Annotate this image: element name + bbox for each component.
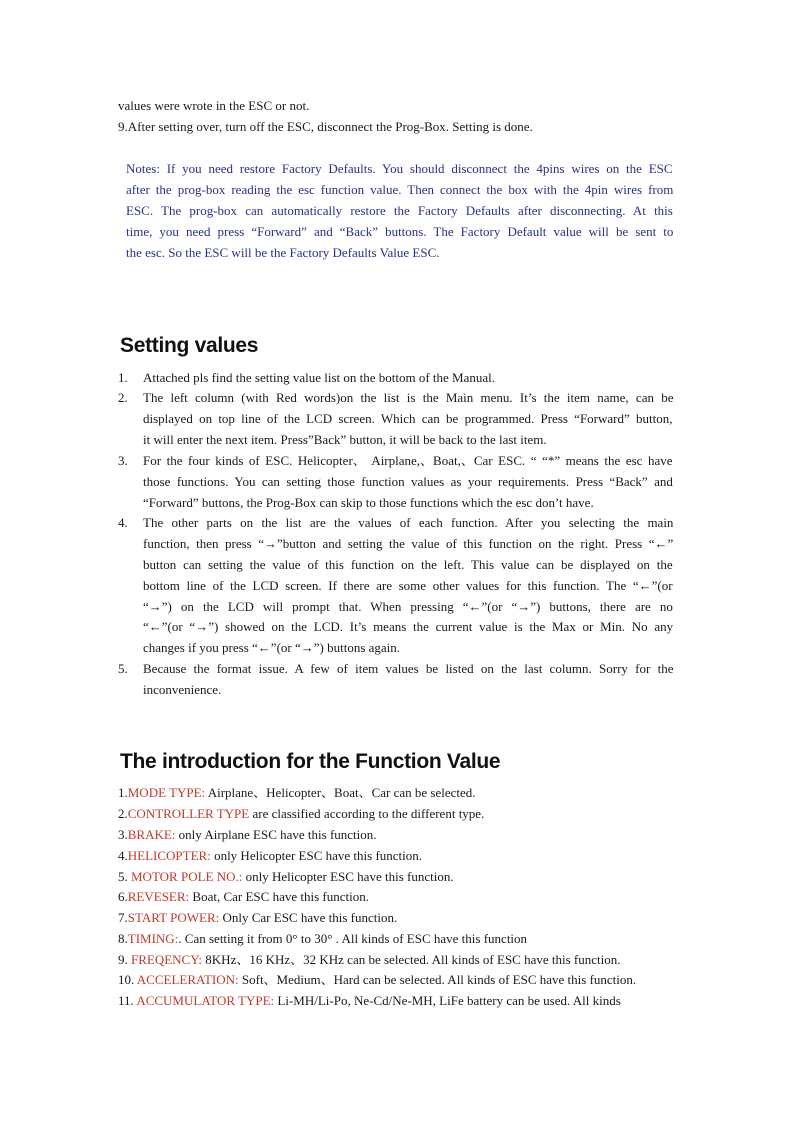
function-item-number: 11.	[118, 993, 137, 1008]
function-item	[118, 972, 636, 988]
function-description: 8KHz、16 KHz、32 KHz can be selected. All kinds of ESC have this function.	[202, 952, 621, 967]
function-item-number: 8.	[118, 931, 128, 946]
notes-line: after the prog-box reading the esc function value. Then connect the box with the 4pin wires from	[126, 182, 674, 197]
function-item-number: 10.	[118, 972, 137, 987]
function-term: CONTROLLER TYPE	[127, 806, 250, 821]
setting-item-line: bottom line of the LCD screen. If there are some other values for this function. The “←”(or	[143, 578, 673, 593]
setting-item-line: button can setting the value of this function on the left. This value can be displayed on the	[143, 557, 673, 572]
function-item-number: 2.	[118, 806, 128, 821]
function-description: Only Car ESC have this function.	[219, 910, 398, 925]
function-item-number: 9.	[118, 952, 131, 967]
function-item	[118, 827, 377, 843]
function-term: START POWER:	[127, 910, 220, 925]
function-item-number: 4.	[118, 848, 128, 863]
function-term: BRAKE:	[127, 827, 176, 842]
function-description: Soft、Medium、Hard can be selected. All kinds of ESC have this function.	[238, 972, 637, 987]
notes-line: the esc. So the ESC will be the Factory Defaults Value ESC.	[126, 245, 440, 260]
function-item-number: 5.	[118, 869, 131, 884]
function-term: ACCUMULATOR TYPE:	[136, 993, 275, 1008]
function-term: FREQENCY:	[131, 952, 203, 967]
setting-item-line: function, then press “→”button and setting the value of this function on the right. Press “←”	[143, 536, 674, 551]
function-term: MOTOR POLE NO.:	[131, 869, 243, 884]
function-description: only Airplane ESC have this function.	[175, 827, 377, 842]
function-value-heading: The introduction for the Function Value	[120, 750, 501, 773]
notes-line: ESC. The prog-box can automatically restore the Factory Defaults after disconnecting. At this	[126, 203, 673, 218]
function-item	[118, 869, 454, 885]
function-item	[118, 806, 484, 822]
setting-item-line: For the four kinds of ESC. Helicopter、 Airplane,、Boat,、Car ESC. “ “*” means the esc have	[143, 453, 673, 468]
setting-item-number: 3.	[118, 453, 128, 468]
setting-item-line: “Forward” buttons, the Prog-Box can skip to those functions which the esc don’t have.	[143, 495, 594, 510]
setting-item-line: Because the format issue. A few of item values be listed on the last column. Sorry for the	[143, 661, 674, 676]
function-description: only Helicopter ESC have this function.	[242, 869, 454, 884]
setting-item-number: 4.	[118, 515, 128, 530]
function-item-number: 3.	[118, 827, 128, 842]
setting-item-line: those functions. You can setting those function values as your requirements. Press “Back” and	[143, 474, 673, 489]
setting-item-line: inconvenience.	[143, 682, 222, 697]
function-term: TIMING:	[127, 931, 179, 946]
setting-item-line: The other parts on the list are the values of each function. After you selecting the main	[143, 515, 674, 530]
top-line-1: values were wrote in the ESC or not.	[118, 98, 310, 113]
setting-item-number: 5.	[118, 661, 128, 676]
notes-line: time, you need press “Forward” and “Back” buttons. The Factory Default value will be sent to	[126, 224, 674, 239]
function-term: MODE TYPE:	[127, 785, 206, 800]
function-item	[118, 952, 621, 968]
function-description: Li-MH/Li-Po, Ne-Cd/Ne-MH, LiFe battery can be used. All kinds	[274, 993, 621, 1008]
notes-line: Notes: If you need restore Factory Defaults. You should disconnect the 4pins wires on the ESC	[126, 161, 673, 176]
function-term: REVESER:	[127, 889, 190, 904]
function-item	[118, 931, 527, 947]
function-description: Airplane、Helicopter、Boat、Car can be selected.	[205, 785, 476, 800]
function-description: Boat, Car ESC have this function.	[189, 889, 369, 904]
function-item	[118, 910, 397, 926]
top-line-2: 9.After setting over, turn off the ESC, disconnect the Prog-Box. Setting is done.	[118, 119, 533, 134]
setting-item-line: “→”) on the LCD will prompt that. When pressing “←”(or “→”) buttons, there are no	[143, 599, 673, 614]
function-description: . Can setting it from 0° to 30° . All kinds of ESC have this function	[178, 931, 528, 946]
setting-item-line: changes if you press “←”(or “→”) buttons again.	[143, 640, 401, 655]
function-item	[118, 889, 369, 905]
function-item	[118, 848, 422, 864]
setting-item-line: displayed on top line of the LCD screen. Which can be programmed. Press “Forward” button,	[143, 411, 673, 426]
setting-item-number: 2.	[118, 390, 128, 405]
setting-item-line: it will enter the next item. Press”Back” button, it will be back to the last item.	[143, 432, 547, 447]
setting-item-line: The left column (with Red words)on the list is the Main menu. It’s the item name, can be	[143, 390, 674, 405]
setting-item-line: Attached pls find the setting value list on the bottom of the Manual.	[143, 370, 496, 385]
setting-item-line: “←”(or “→”) showed on the LCD. It’s means the current value is the Max or Min. No any	[143, 619, 674, 634]
function-description: are classified according to the different type.	[249, 806, 485, 821]
function-description: only Helicopter ESC have this function.	[210, 848, 423, 863]
function-item	[118, 993, 621, 1009]
function-item-number: 1.	[118, 785, 128, 800]
function-item	[118, 785, 476, 801]
function-item-number: 6.	[118, 889, 128, 904]
setting-item-number: 1.	[118, 370, 128, 385]
function-term: ACCELERATION:	[136, 972, 239, 987]
setting-values-heading: Setting values	[120, 334, 259, 357]
function-term: HELICOPTER:	[127, 848, 211, 863]
function-item-number: 7.	[118, 910, 128, 925]
